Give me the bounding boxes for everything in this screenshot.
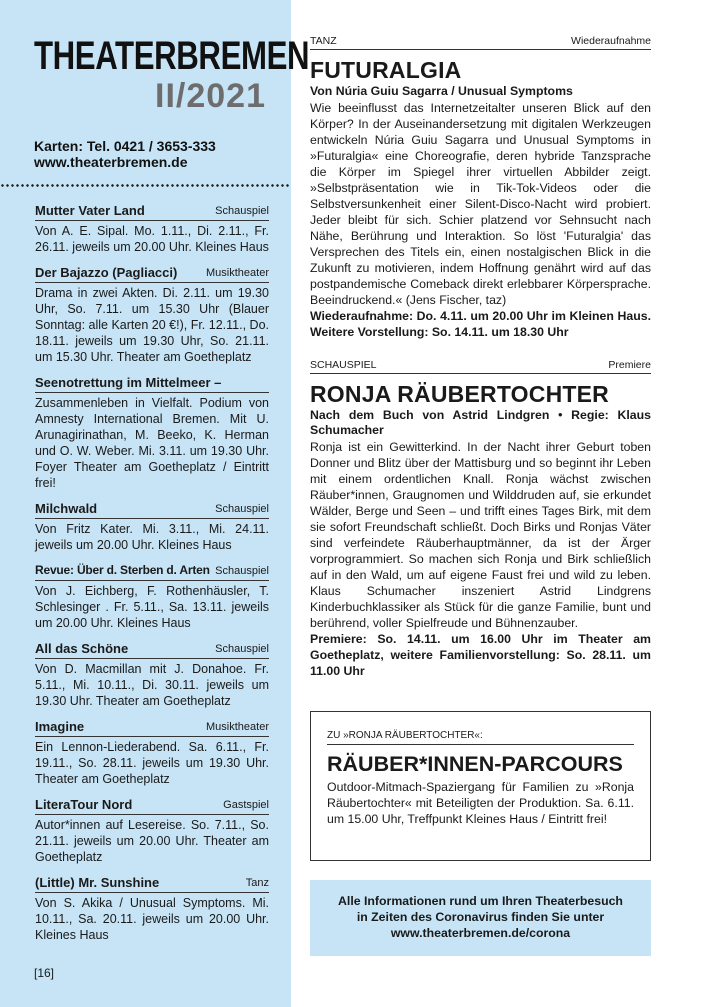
issue-number: II/2021	[155, 77, 266, 115]
event-list	[35, 200, 269, 950]
banner-line: in Zeiten des Coronavirus finden Sie unter	[356, 910, 605, 924]
contact-block	[34, 138, 274, 170]
performance-dates: Wiederaufnahme: Do. 4.11. um 20.00 Uhr im Kleinen Haus. Weitere Vorstellung: So. 14.11. um 18.30 Uhr	[310, 308, 651, 339]
event-title: (Little) Mr. Sunshine	[35, 875, 160, 890]
event-details: Zusammenleben in Vielfalt. Podium von Amnesty International Bremen. Mit U. Arunagirinathan, M. Beeko, K. Herman und O. W. Weber. Mi. 3.11. um 19.30 Uhr. Foyer Theater am Goetheplatz / Eintritt frei!	[35, 396, 269, 490]
event-details: Drama in zwei Akten. Di. 2.11. um 19.30 Uhr, So. 7.11. um 15.30 Uhr (Blauer Sonntag: alle Karten 20 €!), Fr. 12.11., Do. 18.11. jeweils um 19.30 Uhr, So. 21.11. um 15.30 Uhr. Theater am Goetheplatz	[35, 286, 269, 364]
event-title: Milchwald	[35, 501, 98, 516]
article-subhead: Von Núria Guiu Sagarra / Unusual Symptoms	[310, 84, 573, 98]
event-header	[35, 638, 269, 659]
banner-line: Alle Informationen rund um Ihren Theaterbesuch	[338, 894, 623, 908]
website-link[interactable]: www.theaterbremen.de	[34, 154, 188, 170]
event-item	[35, 794, 269, 865]
sidebar	[0, 0, 310, 1007]
event-item	[35, 498, 269, 553]
event-details: Von J. Eichberg, F. Rothenhäusler, T. Schlesinger . Fr. 5.11., Sa. 13.11. jeweils um 20.00 Uhr. Kleines Haus	[35, 584, 269, 630]
event-category: Schauspiel	[215, 503, 269, 515]
article-ronja	[310, 358, 651, 679]
article-subhead: Nach dem Buch von Astrid Lindgren • Regie: Klaus Schumacher	[310, 407, 651, 437]
section-header	[310, 358, 651, 374]
box-title: RÄUBER*INNEN-PARCOURS	[327, 752, 623, 776]
article-title: RONJA RÄUBERTOCHTER	[310, 380, 609, 407]
page-number: [16]	[34, 966, 55, 980]
dotted-divider	[0, 183, 291, 189]
box-body: Outdoor-Mitmach-Spaziergang für Familien zu »Ronja Räubertochter« mit Beteiligten der Produktion. Sa. 6.11. um 15.00 Uhr, Treffpunkt Kleines Haus / Eintritt frei!	[327, 780, 634, 826]
event-category: Musiktheater	[206, 721, 269, 733]
event-details: Von S. Akika / Unusual Symptoms. Mi. 10.11., Sa. 20.11. jeweils um 20.00 Uhr. Kleines Haus	[35, 896, 269, 942]
event-category: Schauspiel	[215, 643, 269, 655]
section-tag: Wiederaufnahme	[571, 35, 651, 47]
event-category: Gastspiel	[223, 799, 269, 811]
event-item	[35, 638, 269, 709]
event-details: Von Fritz Kater. Mi. 3.11., Mi. 24.11. jeweils um 20.00 Uhr. Kleines Haus	[35, 522, 269, 552]
article-futuralgia	[310, 34, 651, 340]
main-column	[310, 34, 651, 679]
event-item	[35, 262, 269, 365]
event-header	[35, 498, 269, 519]
event-header	[35, 794, 269, 815]
event-details: Autor*innen auf Lesereise. So. 7.11., So. 21.11. jeweils um 20.00 Uhr. Theater am Goetheplatz	[35, 818, 269, 864]
section-header	[310, 34, 651, 50]
event-header	[35, 262, 269, 283]
corona-link[interactable]: www.theaterbremen.de/corona	[390, 926, 571, 940]
event-title: Revue: Über d. Sterben d. Arten	[35, 563, 210, 577]
section-label: SCHAUSPIEL	[310, 358, 377, 371]
event-item	[35, 372, 269, 491]
event-category: Schauspiel	[215, 205, 269, 217]
event-title: Der Bajazzo (Pagliacci)	[35, 265, 178, 280]
performance-dates: Premiere: So. 14.11. um 16.00 Uhr im Theater am Goetheplatz, weitere Familienvorstellung: So. 28.11. um 11.00 Uhr	[310, 631, 651, 678]
section-label: TANZ	[310, 35, 337, 47]
event-item	[35, 200, 269, 255]
event-item	[35, 872, 269, 943]
event-category: Schauspiel	[215, 565, 269, 577]
event-header	[35, 200, 269, 221]
event-details: Von A. E. Sipal. Mo. 1.11., Di. 2.11., Fr. 26.11. jeweils um 20.00 Uhr. Kleines Haus	[35, 224, 269, 254]
article-body: Ronja ist ein Gewitterkind. In der Nacht ihrer Geburt toben Donner und Blitz über der Mattisburg und so beginnt ihr Leben mit einem ordentlichen Knall. Ronja wächst zwischen Räuber*innen, Graugnomen und Wilddruden auf, sie erkundet Wälder, Berge und Seen – und trifft eines Tages Birk, mit dem sie sofort Freundschaft schließt. Doch Birks und Ronjas Väter sind verfeindete Räuberhauptmänner, da ist der Ärger vorprogrammiert. So machen sich Ronja und Birk schließlich auf in den Wald, um auf eigene Faust frei und wild zu leben. Klaus Schumacher inszeniert Astrid Lindgrens Kinderbuchklassiker als Stück für die ganze Familie, bunt und berührend, voller Spielfreude und Bühnenzauber.	[310, 439, 651, 630]
event-category: Tanz	[245, 877, 269, 889]
event-title: Imagine	[35, 719, 85, 734]
event-item	[35, 560, 269, 631]
article-body: Wie beeinflusst das Internetzeitalter unseren Blick auf den Körper? In der Auseinandersetzung mit digitalen Werkzeugen entwickeln Núria Guiu Sagarra und Unusual Symptoms in »Futuralgia« eine Choreografie, deren hybride Tanzsprache die Körper im Spiegel ihrer virtuellen Abbilder zeigt. »Selbstpräsentation wie in Tik-Tok-Videos oder die Selbstversunkenheit einer Silent-Disco-Nacht wird probiert. Jeder bleibt für sich. Schier platzend vor Sehnsucht nach Nähe, Berührung und Interaktion. So löst 'Futuralgia' das Versprechen des Titels ein, einen nostalgischen Blick in die Zukunft zu motivieren, indem Hoffnung genährt wird auf das postpandemische Comeback direkt erlebbarer Körpersprache. Beeindruckend.« (Jens Fischer, taz)	[310, 100, 651, 307]
event-header	[35, 716, 269, 737]
event-title: Seenotrettung im Mittelmeer –	[35, 375, 222, 390]
brand-name: THEATERBREMEN	[34, 34, 310, 78]
parcours-box	[310, 711, 651, 861]
section-tag: Premiere	[608, 358, 651, 371]
event-header	[35, 372, 269, 393]
event-details: Ein Lennon-Liederabend. Sa. 6.11., Fr. 19.11., So. 28.11. jeweils um 19.30 Uhr. Theater am Goetheplatz	[35, 740, 269, 786]
article-title: FUTURALGIA	[310, 57, 462, 83]
ticket-phone: Karten: Tel. 0421 / 3653-333	[34, 138, 216, 154]
event-category: Musiktheater	[206, 267, 269, 279]
event-details: Von D. Macmillan mit J. Donahoe. Fr. 5.11., Mi. 10.11., Di. 30.11. jeweils um 19.30 Uhr. Theater am Goetheplatz	[35, 662, 269, 708]
event-item	[35, 716, 269, 787]
corona-info-banner	[310, 880, 651, 956]
event-title: LiteraTour Nord	[35, 797, 133, 812]
brand-block	[34, 34, 310, 115]
event-header	[35, 872, 269, 893]
event-title: All das Schöne	[35, 641, 129, 656]
box-kicker: ZU »RONJA RÄUBERTOCHTER«:	[327, 730, 634, 745]
event-title: Mutter Vater Land	[35, 203, 145, 218]
event-header	[35, 560, 269, 581]
